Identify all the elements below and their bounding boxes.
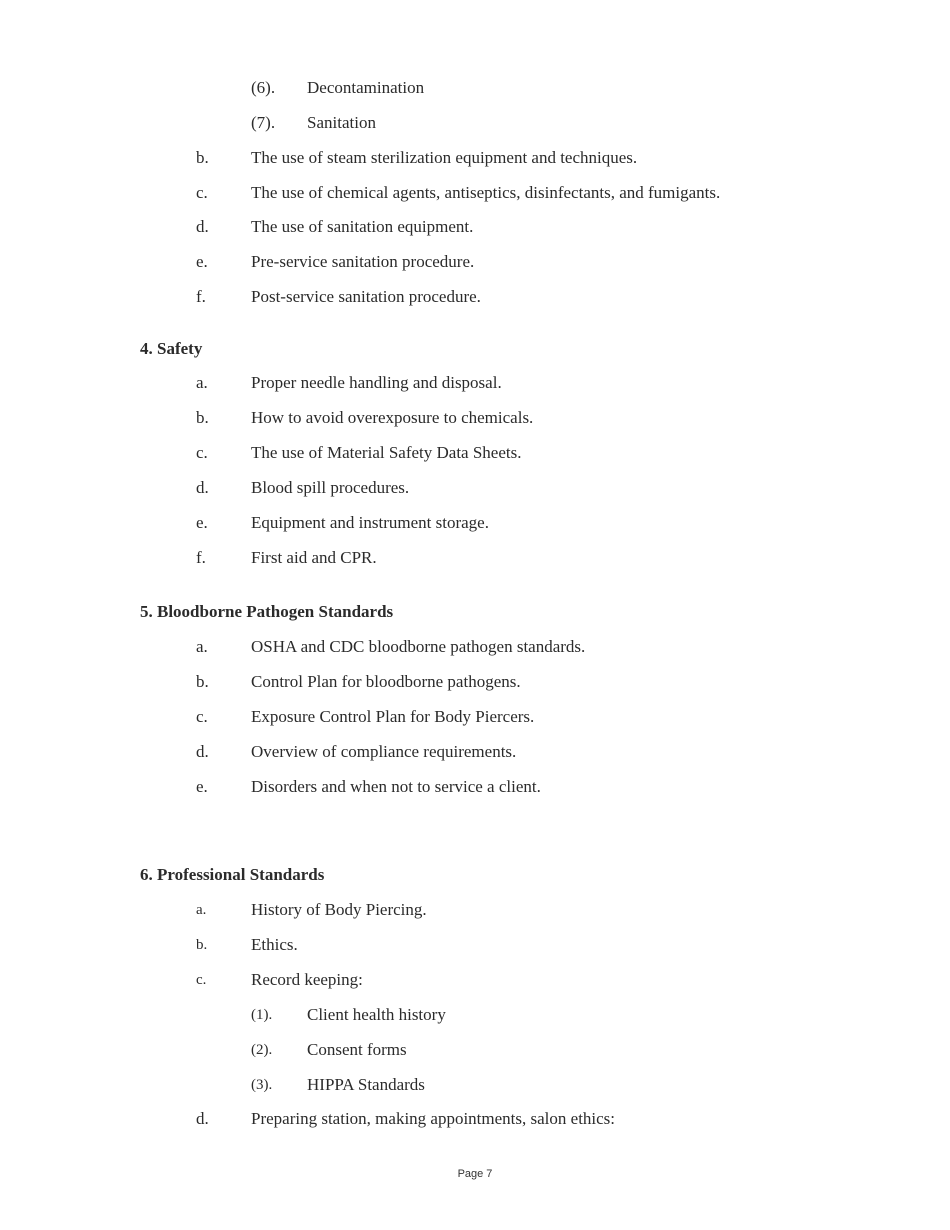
- list-item-marker: e.: [196, 513, 208, 532]
- sub-item-text: Decontamination: [307, 78, 425, 97]
- list-item-marker: a.: [196, 637, 208, 656]
- list-item-marker: a.: [196, 373, 208, 392]
- section-heading: 6. Professional Standards: [140, 865, 325, 884]
- list-item-marker: c.: [196, 443, 208, 462]
- list-item-text: The use of Material Safety Data Sheets.: [251, 443, 522, 462]
- list-item-marker: b.: [196, 148, 209, 167]
- list-item-text: The use of chemical agents, antiseptics, disinfectants, and fumigants.: [251, 183, 721, 202]
- list-item-text: Proper needle handling and disposal.: [251, 373, 502, 392]
- list-item-text: Overview of compliance requirements.: [251, 742, 517, 761]
- list-item-text: Exposure Control Plan for Body Piercers.: [251, 707, 535, 726]
- list-item-marker: b.: [196, 937, 208, 953]
- list-item-marker: f.: [196, 548, 206, 567]
- section-heading: 4. Safety: [140, 339, 203, 358]
- sub-item-marker: (6).: [251, 78, 276, 97]
- list-item-marker: c.: [196, 972, 207, 988]
- list-item-text: Preparing station, making appointments, salon ethics:: [251, 1109, 616, 1128]
- list-item-text: The use of steam sterilization equipment and techniques.: [251, 148, 638, 167]
- section-heading: 5. Bloodborne Pathogen Standards: [140, 602, 394, 621]
- sub-item-marker: (2).: [251, 1042, 273, 1058]
- list-item-marker: d.: [196, 217, 209, 236]
- list-item-marker: e.: [196, 777, 208, 796]
- list-item-marker: d.: [196, 742, 209, 761]
- list-item-marker: b.: [196, 408, 209, 427]
- sub-item-text: HIPPA Standards: [307, 1075, 425, 1094]
- sub-item-marker: (1).: [251, 1007, 273, 1023]
- list-item-marker: c.: [196, 707, 208, 726]
- list-item-text: Equipment and instrument storage.: [251, 513, 489, 532]
- page-number: Page 7: [457, 1168, 493, 1180]
- list-item-text: Blood spill procedures.: [251, 478, 410, 497]
- list-item-text: Record keeping:: [251, 970, 363, 989]
- list-item-text: How to avoid overexposure to chemicals.: [251, 408, 534, 427]
- list-item-text: Control Plan for bloodborne pathogens.: [251, 672, 521, 691]
- list-item-text: OSHA and CDC bloodborne pathogen standards.: [251, 637, 586, 656]
- sub-item-text: Consent forms: [307, 1040, 407, 1059]
- sub-item-marker: (7).: [251, 113, 276, 132]
- list-item-marker: b.: [196, 672, 209, 691]
- list-item-marker: d.: [196, 478, 209, 497]
- list-item-marker: a.: [196, 902, 207, 918]
- sub-item-marker: (3).: [251, 1077, 273, 1093]
- list-item-text: Post-service sanitation procedure.: [251, 287, 481, 306]
- list-item-text: The use of sanitation equipment.: [251, 217, 474, 236]
- list-item-text: Pre-service sanitation procedure.: [251, 252, 475, 271]
- list-item-text: Disorders and when not to service a client.: [251, 777, 541, 796]
- list-item-text: First aid and CPR.: [251, 548, 377, 567]
- sub-item-text: Sanitation: [307, 113, 376, 132]
- list-item-text: Ethics.: [251, 935, 298, 954]
- list-item-marker: e.: [196, 252, 208, 271]
- list-item-marker: d.: [196, 1109, 209, 1128]
- list-item-marker: c.: [196, 183, 208, 202]
- list-item-marker: f.: [196, 287, 206, 306]
- sub-item-text: Client health history: [307, 1005, 446, 1024]
- list-item-text: History of Body Piercing.: [251, 900, 427, 919]
